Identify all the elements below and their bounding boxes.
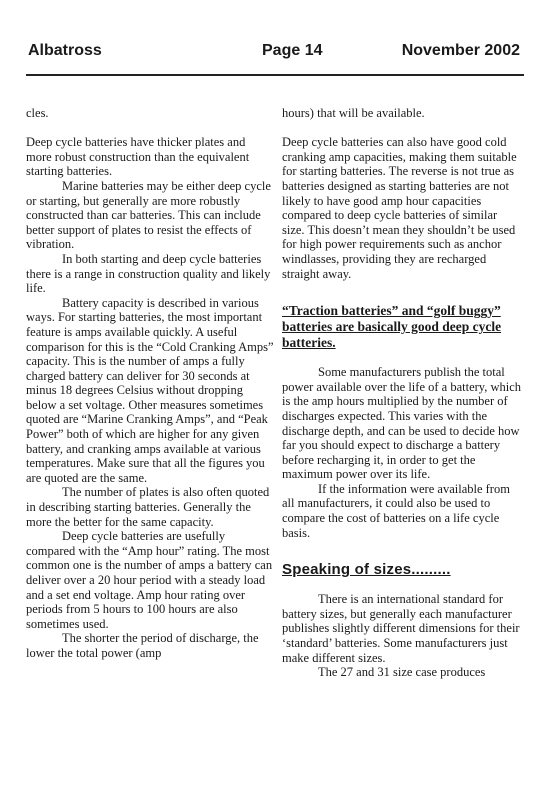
paragraph: Marine batteries may be either deep cycle or starting, but generally are more robustly constructed than car batteries. This can include better support of plates to resist the effects of vibration.: [26, 178, 271, 252]
section-heading: Speaking of sizes.........: [282, 561, 451, 579]
right-column: [282, 106, 522, 680]
page-number: Page 14: [262, 42, 323, 59]
paragraph: Deep cycle batteries have thicker plates and more robust construction than the equivalent starting batteries.: [26, 135, 250, 179]
paragraph: hours) that will be available.: [282, 106, 425, 120]
section-heading: “Traction batteries” and “golf buggy” batteries are basically good deep cycle batteries.: [282, 303, 502, 351]
paragraph: Deep cycle batteries are usefully compared with the “Amp hour” rating. The most common one is the number of amps a battery can deliver over a 20 hour period with a steady load and a set end voltage. Amp hour rating over periods from 5 hours to 100 hours are also sometimes used.: [26, 529, 273, 631]
paragraph: If the information were available from all manufacturers, it could also be used to compare the cost of batteries on a life cycle basis.: [282, 481, 510, 540]
paragraph: The shorter the period of discharge, the lower the total power (amp: [26, 631, 259, 660]
paragraph: The 27 and 31 size case produces: [318, 665, 486, 680]
page-header: [26, 40, 524, 76]
paragraph: cles.: [26, 106, 49, 120]
paragraph: Some manufacturers publish the total power available over the life of a battery, which is the amp hours multiplied by the number of discharges expected. This varies with the discharge depth, and can be used to decide how far you should expect to discharge a battery before recharging it, in order to get the maximum power over its life.: [282, 365, 522, 482]
paragraph: Battery capacity is described in various ways. For starting batteries, the most important feature is amps available quickly. A useful comparison for this is the “Cold Cranking Amps” capacity. This is the number of amps a fully charged battery can deliver for 30 seconds at minus 18 degrees Celsius without dropping below a set voltage. Other measures sometimes quoted are “Marine Cranking Amps”, and “Peak Power” both of which are higher for any given battery, and cranking amps available at various temperatures. Make sure that all the figures you are quoted are the same.: [26, 295, 274, 485]
paragraph: Deep cycle batteries can also have good cold cranking amp capacities, making them suitable for starting batteries. The reverse is not true as batteries designed as starting batteries are not likely to have good amp hour capacities compared to deep cycle batteries of similar size. This doesn’t mean they shouldn’t be used for high power requirements such as anchor windlasses, providing they are recharged straight away.: [282, 135, 517, 281]
issue-date: November 2002: [401, 42, 520, 59]
left-column: [26, 106, 274, 661]
paragraph: There is an international standard for battery sizes, but generally each manufacturer publishes slightly different dimensions for their ‘standard’ batteries. Some manufacturers just make different sizes.: [282, 592, 520, 665]
paragraph: The number of plates is also often quoted in describing starting batteries. Generally the more the better for the same capacity.: [26, 485, 270, 529]
newsletter-title: Albatross: [28, 42, 102, 59]
paragraph: In both starting and deep cycle batteries there is a range in construction quality and likely life.: [26, 251, 271, 296]
